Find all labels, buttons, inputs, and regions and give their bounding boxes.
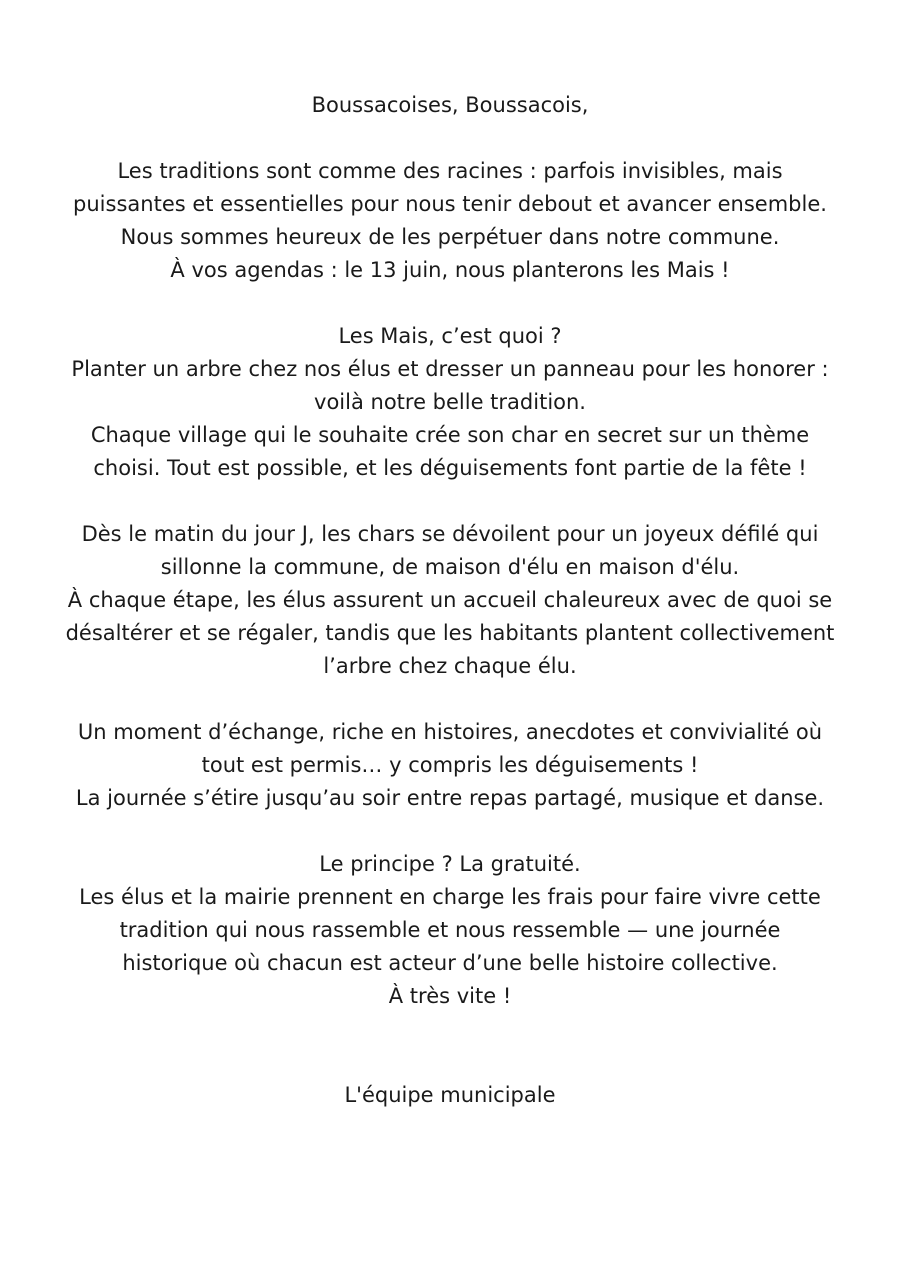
paragraph-line: La journée s’étire jusqu’au soir entre repas partagé, musique et danse. — [75, 786, 825, 810]
paragraph-line: Nous sommes heureux de les perpétuer dans notre commune. — [120, 225, 780, 249]
paragraph-line: Dès le matin du jour J, les chars se dévoilent pour un joyeux défilé qui — [81, 522, 819, 546]
paragraph-line: Les élus et la mairie prennent en charge les frais pour faire vivre cette — [79, 885, 821, 909]
paragraph-defile — [30, 518, 870, 683]
paragraph-echange — [30, 716, 870, 815]
paragraph-spacer — [30, 122, 870, 155]
paragraph-spacer — [30, 485, 870, 518]
paragraph-line: Chaque village qui le souhaite crée son char en secret sur un thème — [90, 423, 810, 447]
paragraph-line: À vos agendas : le 13 juin, nous planterons les Mais ! — [170, 258, 730, 282]
paragraph-line: Un moment d’échange, riche en histoires, anecdotes et convivialité où — [77, 720, 823, 744]
paragraph-line: tout est permis… y compris les déguisements ! — [201, 753, 699, 777]
paragraph-spacer — [30, 815, 870, 848]
paragraph-line: historique où chacun est acteur d’une belle histoire collective. — [122, 951, 778, 975]
paragraph-line: Planter un arbre chez nos élus et dresser un panneau pour les honorer : — [71, 357, 829, 381]
paragraph-line: sillonne la commune, de maison d'élu en maison d'élu. — [160, 555, 740, 579]
paragraph-line: désaltérer et se régaler, tandis que les habitants plantent collectivement — [65, 621, 835, 645]
paragraph-intro — [30, 155, 870, 287]
paragraph-line: choisi. Tout est possible, et les déguisements font partie de la fête ! — [93, 456, 807, 480]
signature-spacer — [30, 1013, 870, 1079]
paragraph-line: l’arbre chez chaque élu. — [323, 654, 577, 678]
paragraph-line: voilà notre belle tradition. — [314, 390, 586, 414]
paragraph-gratuite — [30, 848, 870, 1013]
paragraph-spacer — [30, 683, 870, 716]
letter-body — [30, 89, 870, 1112]
paragraph-line: Les Mais, c’est quoi ? — [338, 324, 562, 348]
paragraph-les-mais — [30, 320, 870, 485]
paragraph-spacer — [30, 287, 870, 320]
paragraph-line: Les traditions sont comme des racines : parfois invisibles, mais — [117, 159, 783, 183]
paragraph-line: Le principe ? La gratuité. — [319, 852, 581, 876]
paragraph-line: À très vite ! — [388, 984, 512, 1008]
paragraph-line: tradition qui nous rassemble et nous ressemble — une journée — [119, 918, 781, 942]
paragraph-line: puissantes et essentielles pour nous tenir debout et avancer ensemble. — [73, 192, 827, 216]
paragraph-line: À chaque étape, les élus assurent un accueil chaleureux avec de quoi se — [67, 588, 833, 612]
greeting: Boussacoises, Boussacois, — [311, 93, 589, 117]
signature: L'équipe municipale — [344, 1083, 556, 1107]
